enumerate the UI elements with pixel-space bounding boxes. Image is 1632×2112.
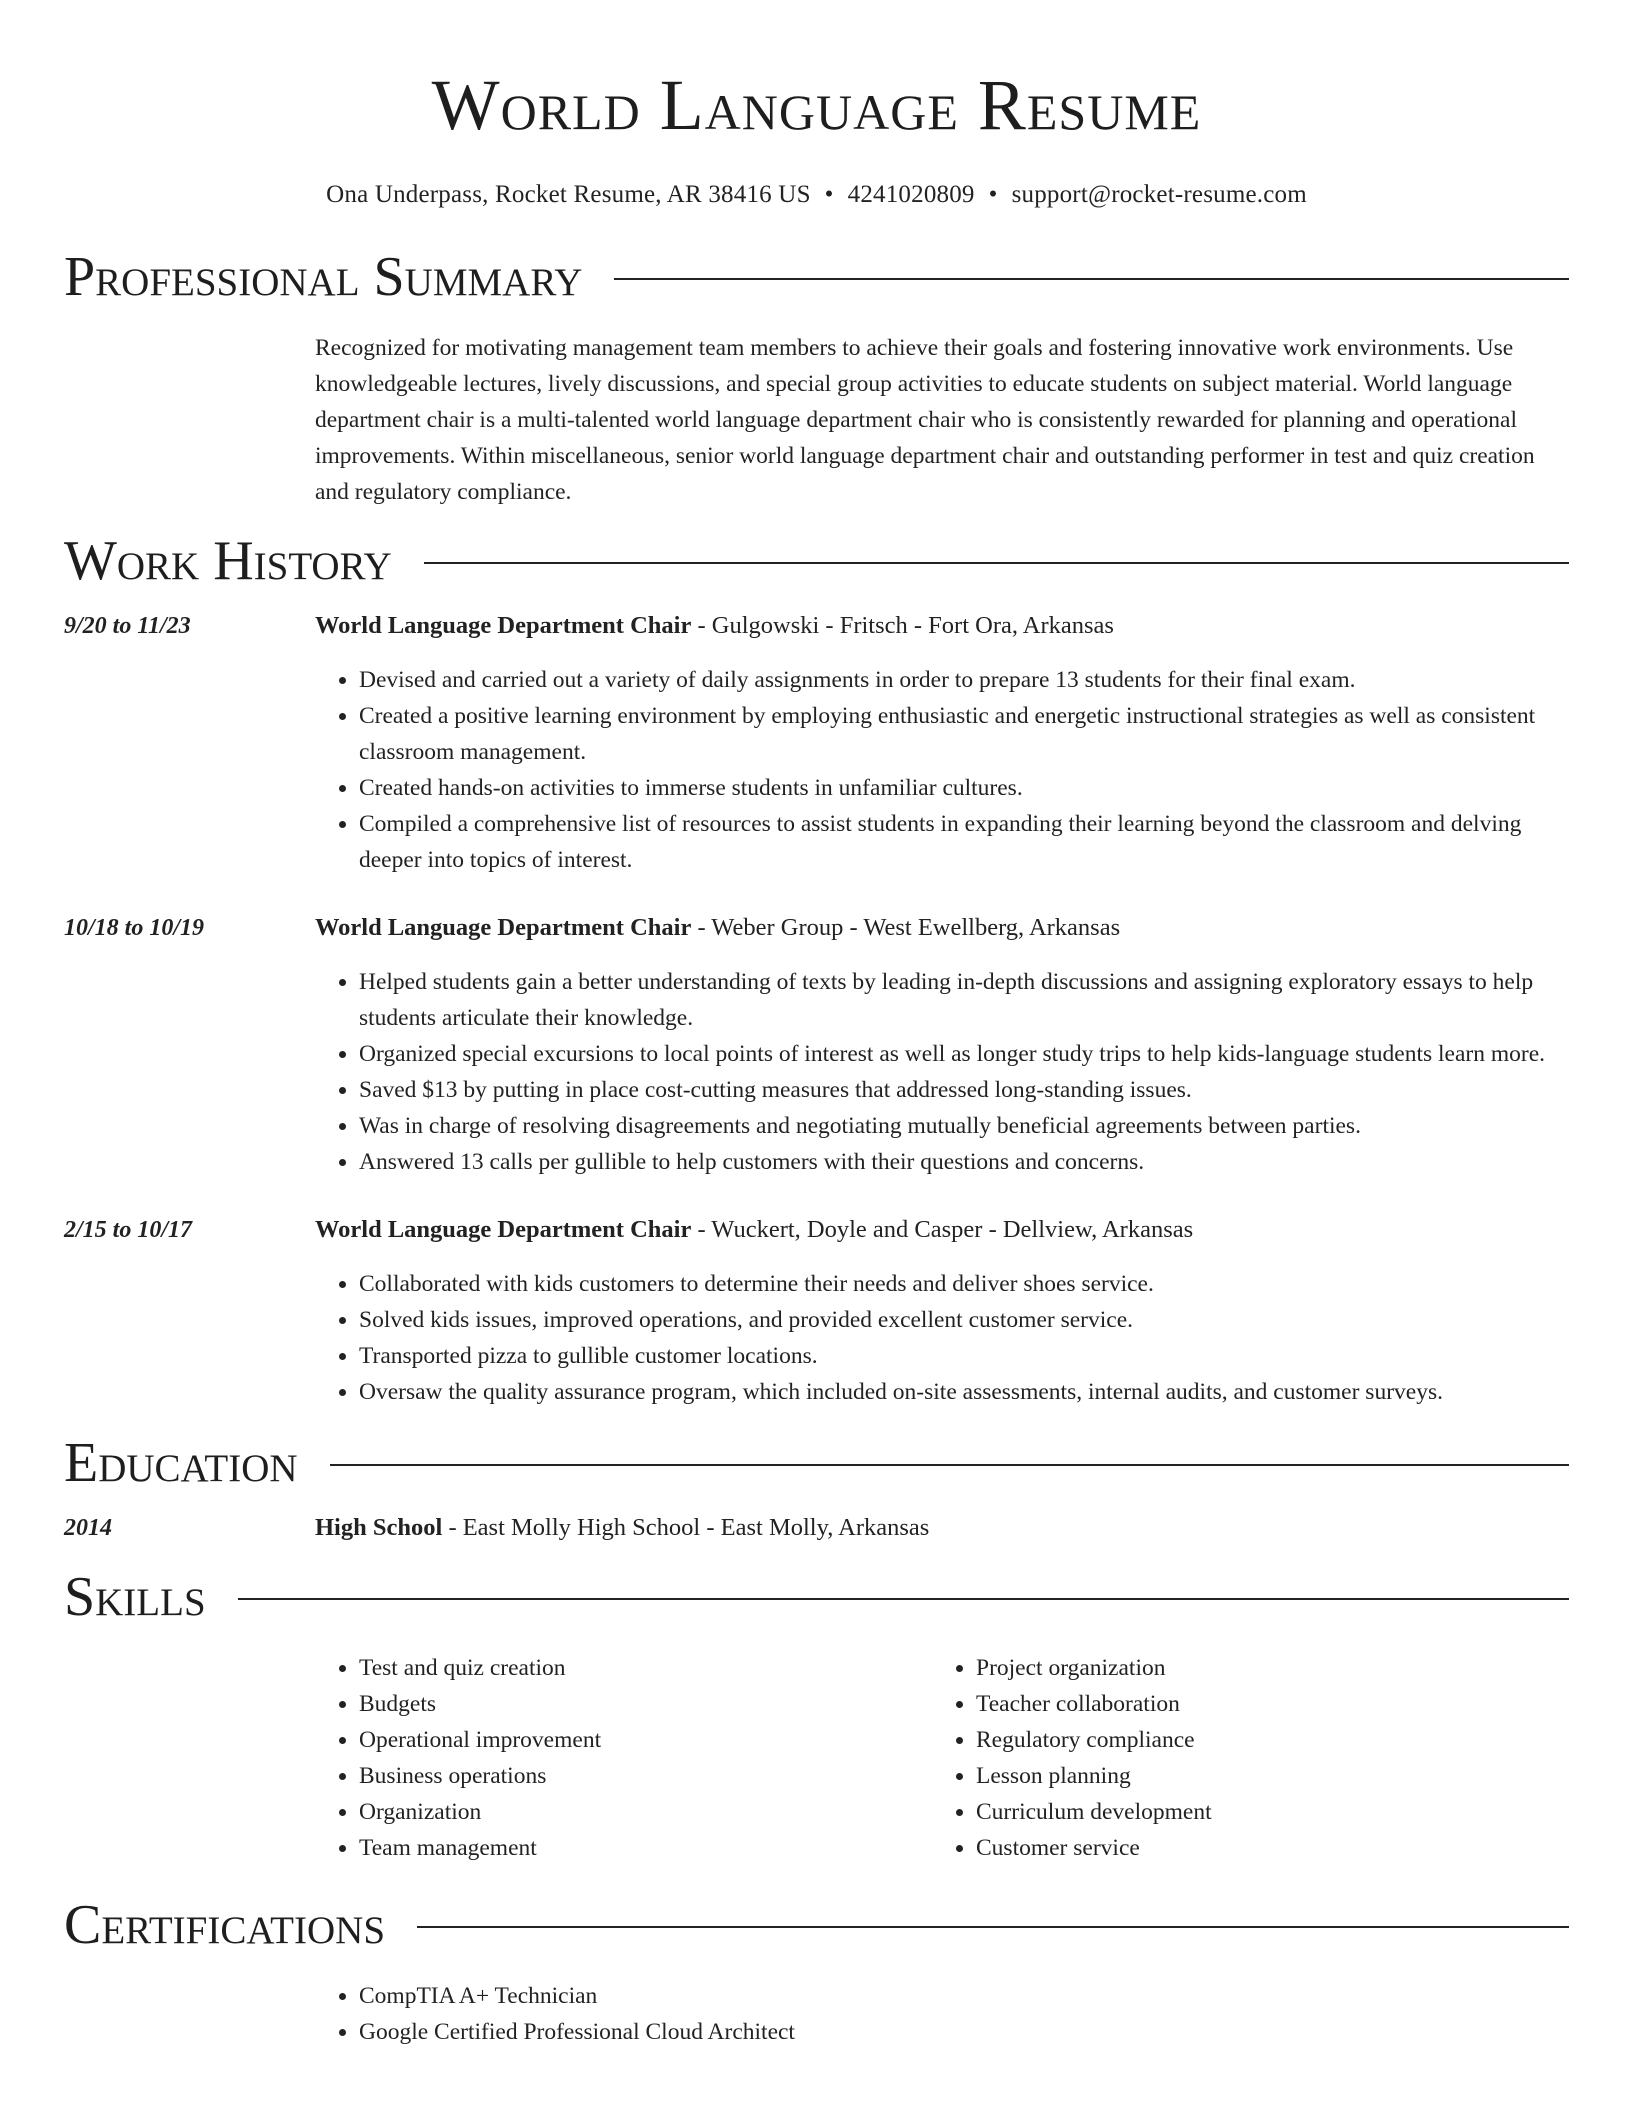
list-item: • Test and quiz creation (359, 1650, 932, 1686)
education-section (64, 1432, 1569, 1546)
contact-separator: • (824, 181, 834, 208)
list-item: • Project organization (976, 1650, 1549, 1686)
list-item: • Operational improvement (359, 1722, 932, 1758)
list-item: • Created hands-on activities to immerse students in unfamiliar cultures. (359, 770, 1569, 806)
skills-columns (315, 1650, 1549, 1866)
job-title: World Language Department Chair (315, 1216, 692, 1243)
education-school: - East Molly High School - East Molly, Arkansas (442, 1514, 930, 1541)
resume-name: World Language Resume (431, 65, 1202, 145)
contact-separator: • (988, 181, 998, 208)
job-bullets (315, 662, 1569, 878)
list-item: • Saved $13 by putting in place cost-cutting measures that addressed long-standing issues. (359, 1072, 1569, 1108)
job-employer: - Wuckert, Doyle and Casper - Dellview, Arkansas (691, 1216, 1194, 1243)
section-divider (417, 1926, 1569, 1928)
job-title: World Language Department Chair (315, 914, 692, 941)
list-item: • Organization (359, 1794, 932, 1830)
summary-text: Recognized for motivating management team members to achieve their goals and fostering innovative work environments. Use knowledgeable lectures, lively discussions, and special group activities to educate students on subject material. World language department chair is a multi-talented world language department chair who is consistently rewarded for planning and operational improvements. Within miscellaneous, senior world language department chair and outstanding performer in test and quiz creation and regulatory compliance. (315, 335, 1535, 505)
certifications-section (64, 1894, 1569, 2050)
list-item: • Was in charge of resolving disagreements and negotiating mutually beneficial agreements between parties. (359, 1108, 1569, 1144)
job-employer: - Weber Group - West Ewellberg, Arkansas (691, 914, 1121, 941)
job-heading (315, 910, 1569, 946)
work-history-section (64, 530, 1569, 1410)
skills-list-left (315, 1650, 932, 1866)
job-entry (64, 608, 1569, 878)
job-entry (64, 1212, 1569, 1410)
list-item: • Business operations (359, 1758, 932, 1794)
list-item: • Solved kids issues, improved operations, and provided excellent customer service. (359, 1302, 1569, 1338)
list-item: • Oversaw the quality assurance program, which included on-site assessments, internal audits, and customer surveys. (359, 1374, 1569, 1410)
job-heading (315, 1212, 1569, 1248)
certifications-heading (64, 1894, 1569, 1956)
education-heading (64, 1432, 1569, 1494)
contact-line (64, 180, 1569, 210)
section-divider (614, 278, 1569, 280)
skills-section (64, 1566, 1569, 1866)
section-title: Work History (64, 530, 392, 592)
list-item: • Curriculum development (976, 1794, 1549, 1830)
section-title: Education (64, 1432, 298, 1494)
list-item: • Google Certified Professional Cloud Architect (359, 2014, 1569, 2050)
list-item: • Compiled a comprehensive list of resources to assist students in expanding their learning beyond the classroom and delving deeper into topics of interest. (359, 806, 1569, 878)
skills-heading (64, 1566, 1569, 1628)
list-item: • Teacher collaboration (976, 1686, 1549, 1722)
summary-spacer (64, 330, 315, 510)
list-item: • Team management (359, 1830, 932, 1866)
section-title: Certifications (64, 1894, 386, 1956)
job-dates: 9/20 to 11/23 (64, 613, 191, 639)
list-item: • Budgets (359, 1686, 932, 1722)
list-item: • Customer service (976, 1830, 1549, 1866)
section-title: Skills (64, 1566, 206, 1628)
job-entry (64, 910, 1569, 1180)
education-degree: High School (315, 1514, 443, 1541)
list-item: • Regulatory compliance (976, 1722, 1549, 1758)
job-bullets (315, 964, 1569, 1180)
education-entry (315, 1510, 1569, 1546)
list-item: • Helped students gain a better understanding of texts by leading in-depth discussions and assigning exploratory essays to help students articulate their knowledge. (359, 964, 1569, 1036)
section-divider (424, 562, 1569, 564)
summary-section (64, 246, 1569, 510)
list-item: • Created a positive learning environment by employing enthusiastic and energetic instructional strategies as well as consistent classroom management. (359, 698, 1569, 770)
list-item: • Answered 13 calls per gullible to help customers with their questions and concerns. (359, 1144, 1569, 1180)
work-history-heading (64, 530, 1569, 592)
job-dates: 10/18 to 10/19 (64, 915, 205, 941)
job-title: World Language Department Chair (315, 612, 692, 639)
contact-email: support@rocket-resume.com (1011, 181, 1307, 208)
contact-phone: 4241020809 (847, 181, 975, 208)
list-item: • Devised and carried out a variety of daily assignments in order to prepare 13 students for their final exam. (359, 662, 1569, 698)
section-divider (238, 1598, 1569, 1600)
job-dates: 2/15 to 10/17 (64, 1217, 193, 1243)
certifications-list (315, 1978, 1569, 2050)
section-divider (330, 1464, 1569, 1466)
section-title: Professional Summary (64, 246, 583, 308)
job-bullets (315, 1266, 1569, 1410)
skills-list-right (932, 1650, 1549, 1866)
list-item: • Transported pizza to gullible customer locations. (359, 1338, 1569, 1374)
list-item: • CompTIA A+ Technician (359, 1978, 1569, 2014)
resume-page (64, 0, 1569, 2050)
contact-address: Ona Underpass, Rocket Resume, AR 38416 US (326, 181, 811, 208)
job-employer: - Gulgowski - Fritsch - Fort Ora, Arkansas (691, 612, 1114, 639)
education-year: 2014 (64, 1515, 112, 1541)
list-item: • Collaborated with kids customers to determine their needs and deliver shoes service. (359, 1266, 1569, 1302)
summary-heading (64, 246, 1569, 308)
job-heading (315, 608, 1569, 644)
list-item: • Lesson planning (976, 1758, 1549, 1794)
list-item: • Organized special excursions to local points of interest as well as longer study trips to help kids-language students learn more. (359, 1036, 1569, 1072)
